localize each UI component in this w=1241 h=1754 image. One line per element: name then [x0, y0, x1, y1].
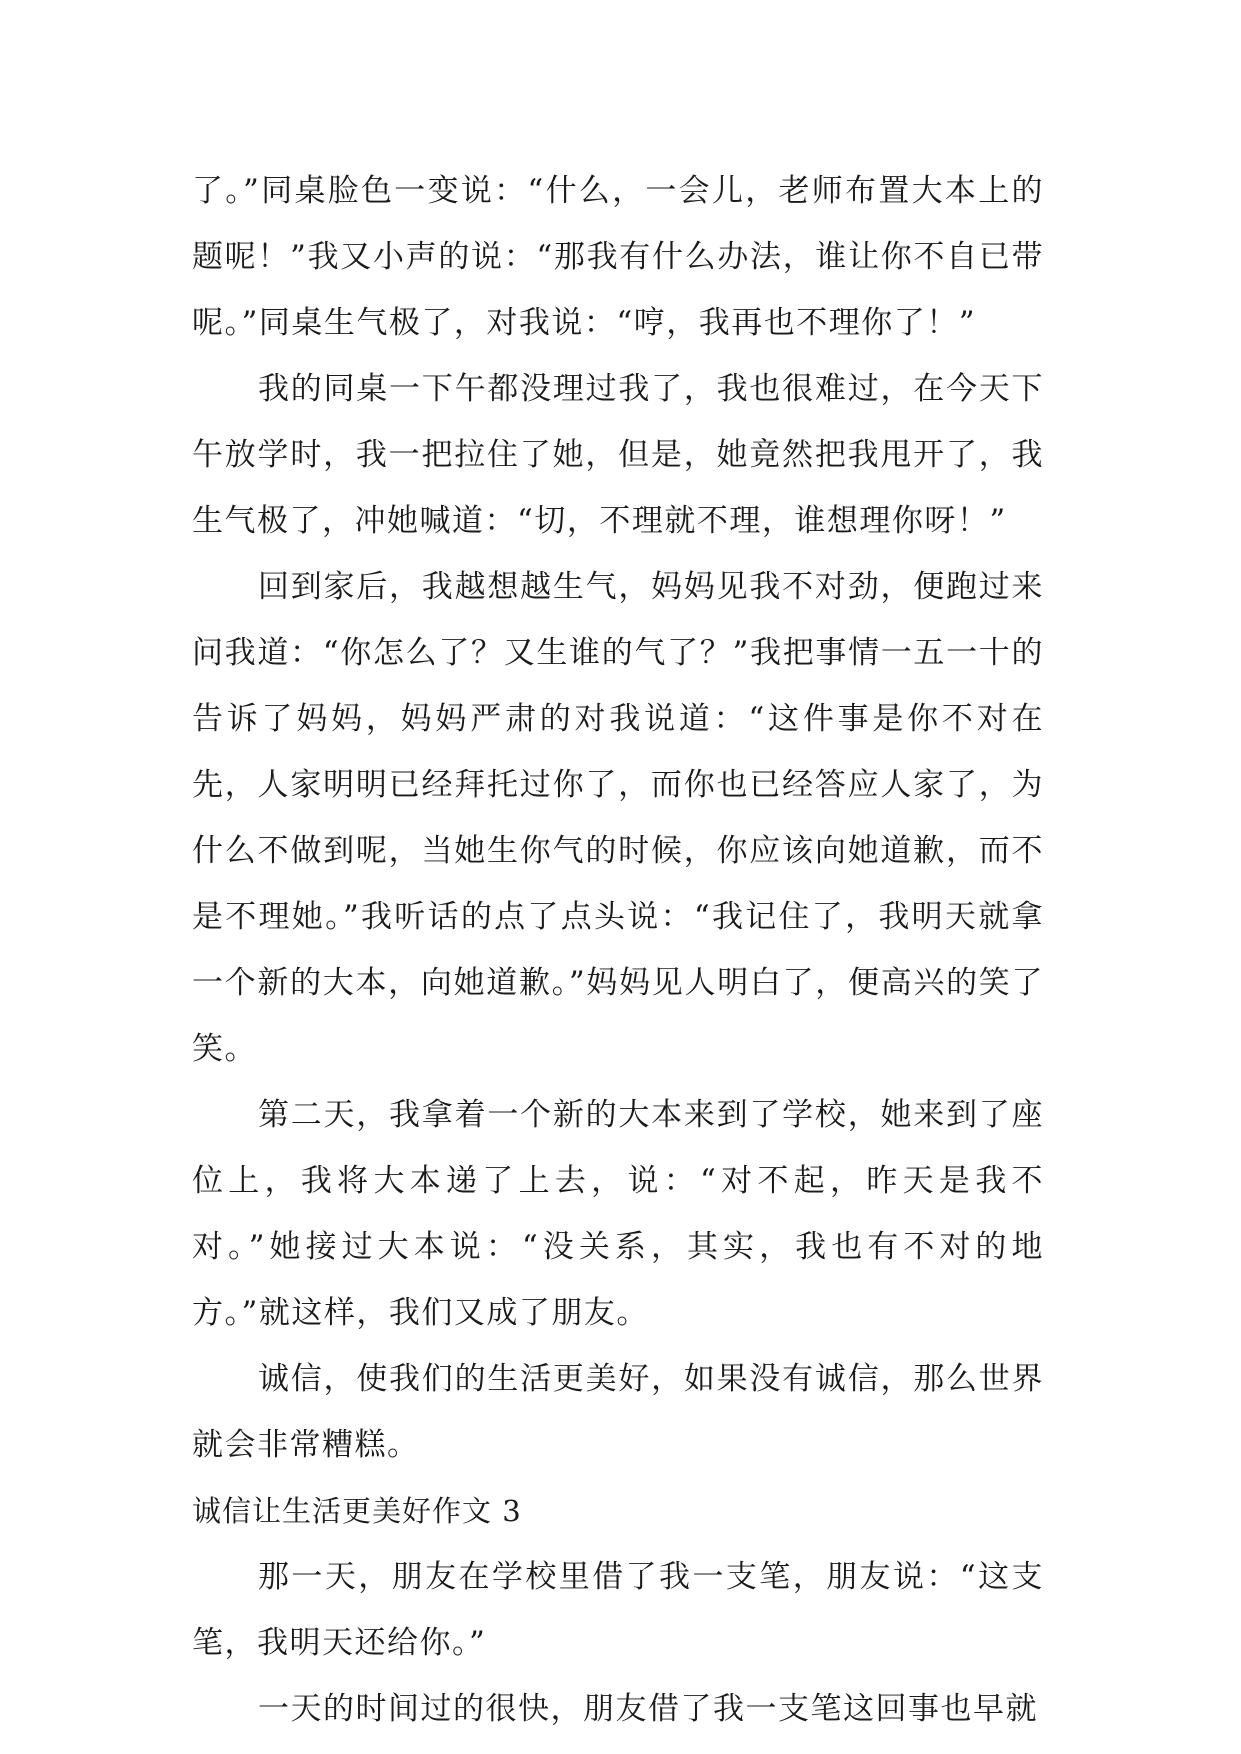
paragraph-5: 诚信，使我们的生活更美好，如果没有诚信，那么世界就会非常糟糕。	[192, 1361, 1044, 1463]
paragraph-1: 了。”同桌脸色一变说：“什么，一会儿，老师布置大本上的题呢！”我又小声的说：“那我有什么办法，谁让你不自已带呢。”同桌生气极了，对我说：“哼，我再也不理你了！”	[192, 173, 1044, 341]
document-page	[192, 158, 1044, 1742]
paragraph-7: 一天的时间过的很快，朋友借了我一支笔这回事也早就	[258, 1691, 1038, 1727]
paragraph-2: 我的同桌一下午都没理过我了，我也很难过，在今天下午放学时，我一把拉住了她，但是，她竟然把我甩开了，我生气极了，冲她喊道：“切，不理就不理，谁想理你呀！”	[192, 371, 1044, 539]
section-heading: 诚信让生活更美好作文 3	[192, 1494, 522, 1528]
paragraph-4: 第二天，我拿着一个新的大本来到了学校，她来到了座位上，我将大本递了上去，说：“对不起，昨天是我不对。”她接过大本说：“没关系，其实，我也有不对的地方。”就这样，我们又成了朋友。	[192, 1097, 1044, 1331]
paragraph-3: 回到家后，我越想越生气，妈妈见我不对劲，便跑过来问我道：“你怎么了？又生谁的气了？”我把事情一五一十的告诉了妈妈，妈妈严肃的对我说道：“这件事是你不对在先，人家明明已经拜托过你了，而你也已经答应人家了，为什么不做到呢，当她生你气的时候，你应该向她道歉，而不是不理她。”我听话的点了点头说：“我记住了，我明天就拿一个新的大本，向她道歉。”妈妈见人明白了，便高兴的笑了笑。	[192, 569, 1044, 1067]
paragraph-6: 那一天，朋友在学校里借了我一支笔，朋友说：“这支笔，我明天还给你。”	[192, 1559, 1044, 1661]
